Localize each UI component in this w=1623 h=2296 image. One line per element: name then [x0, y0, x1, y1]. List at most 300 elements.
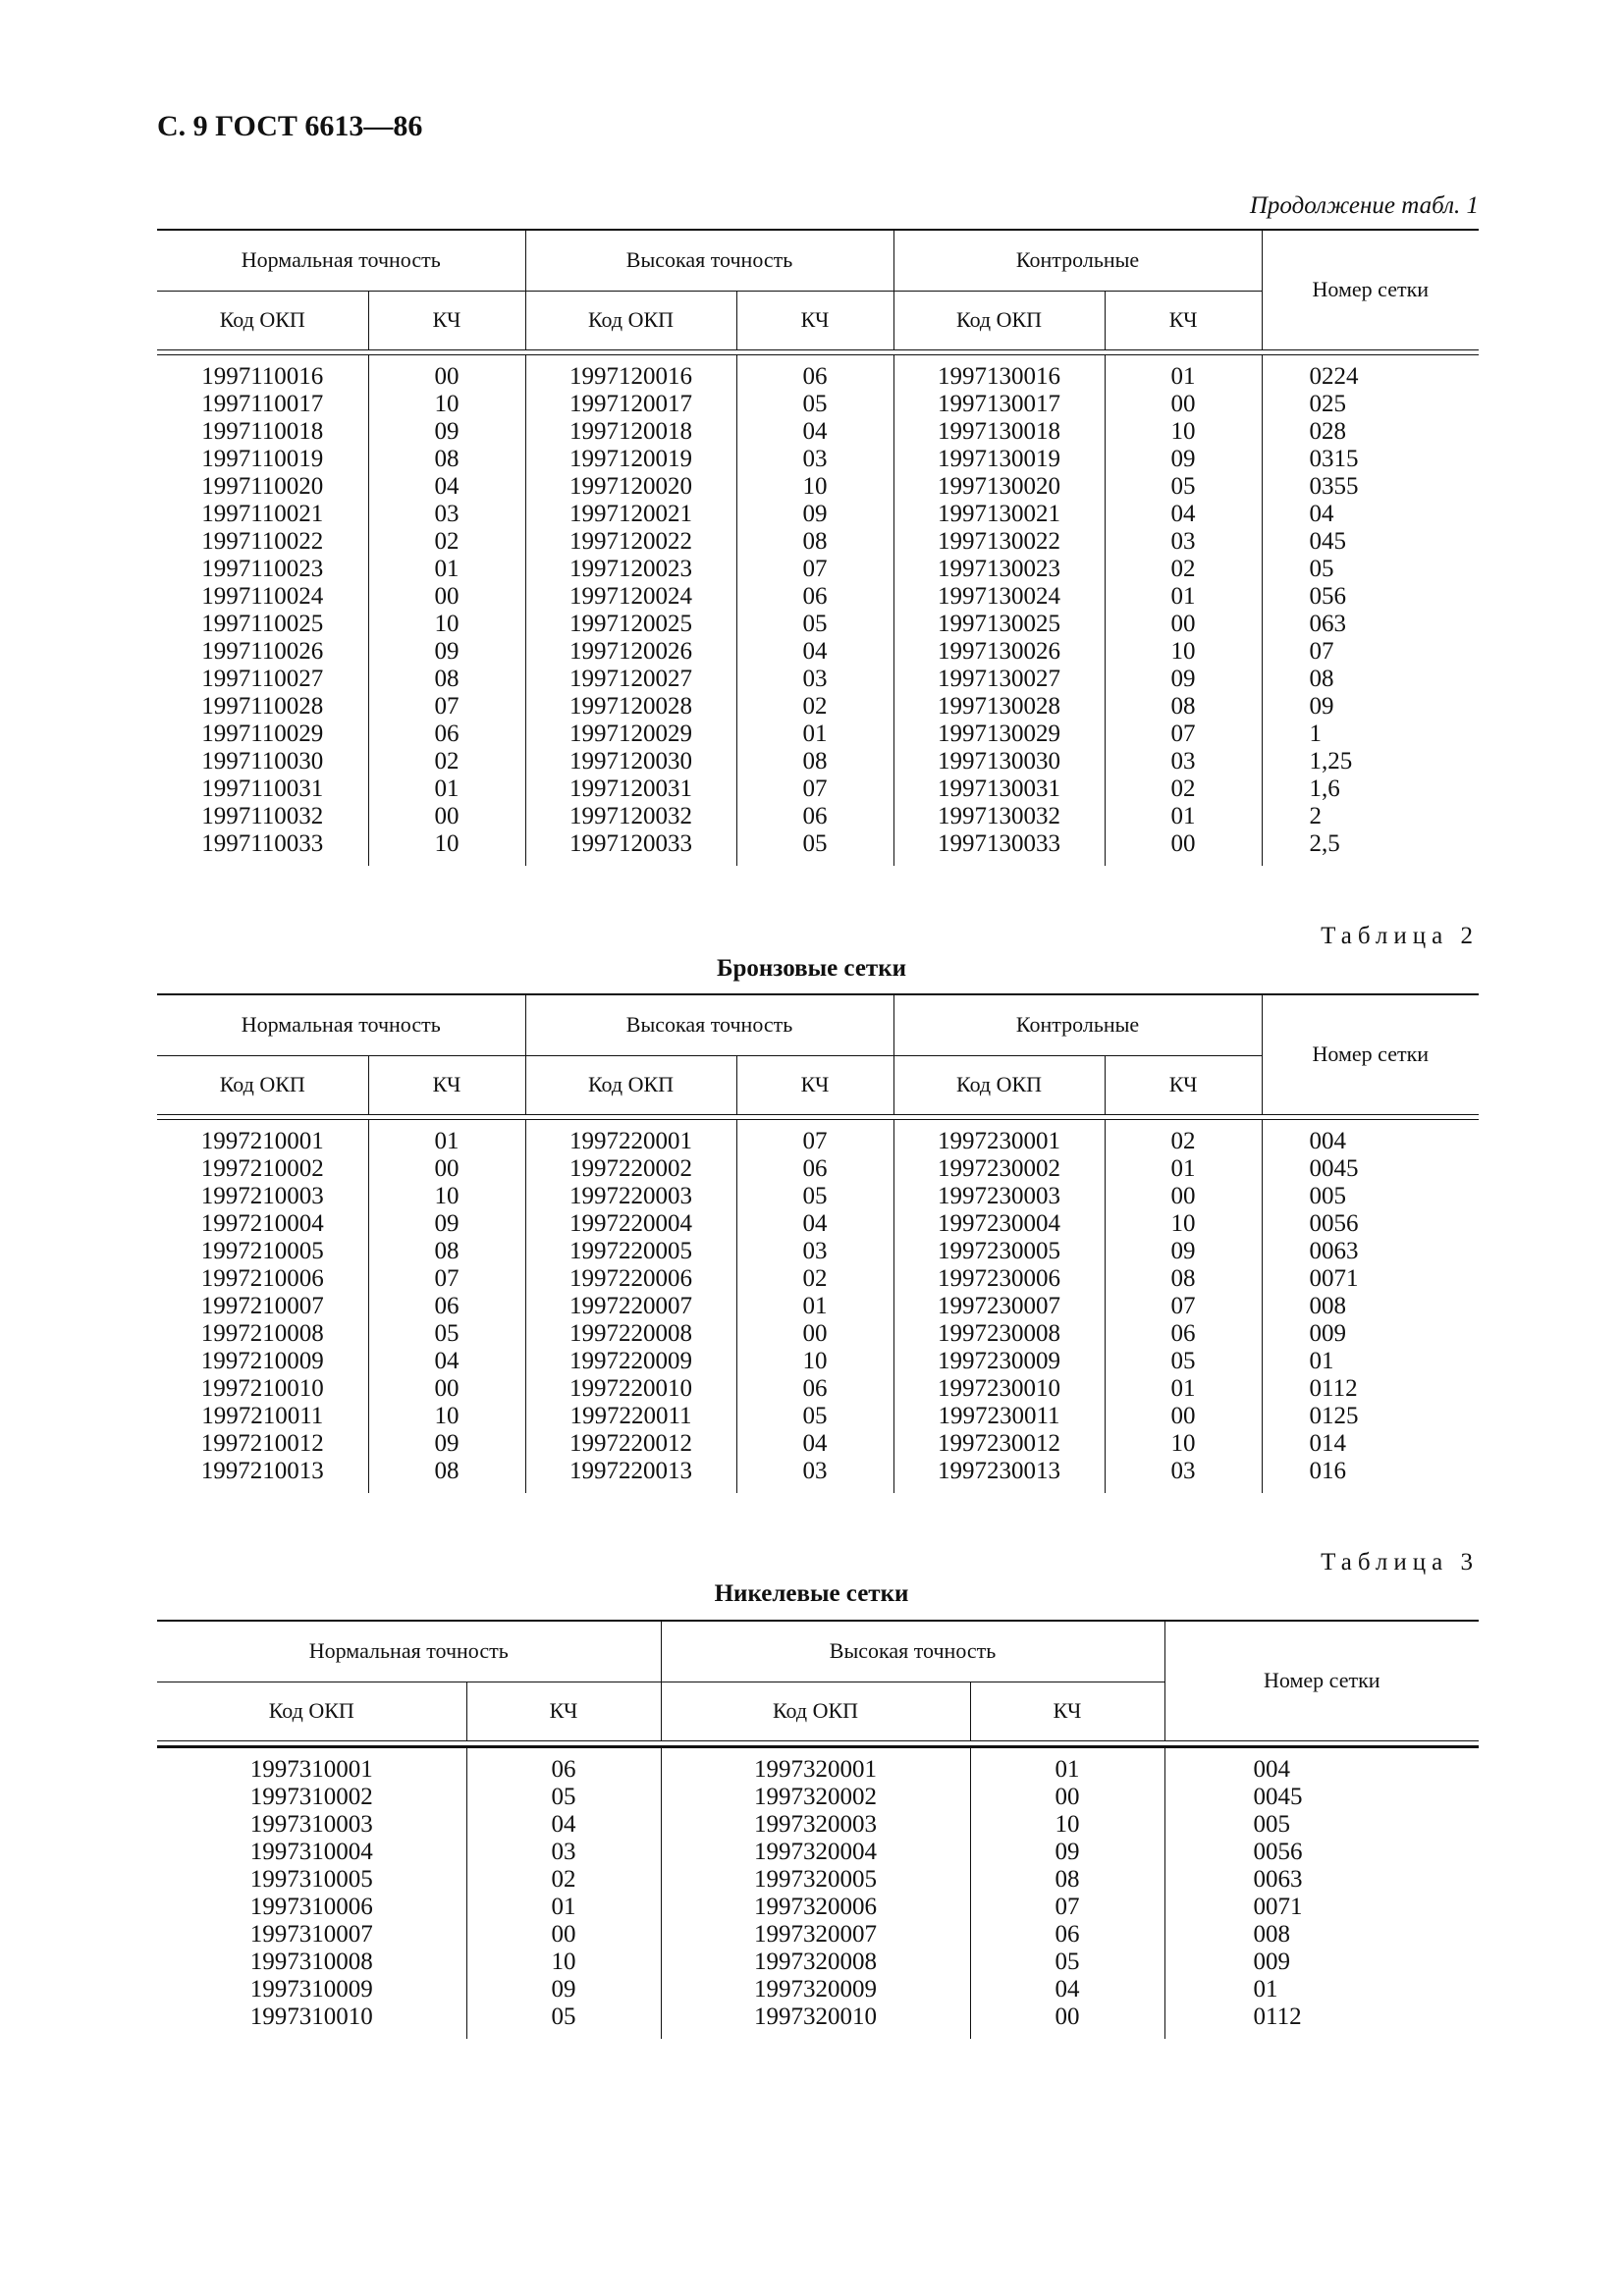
code-okp-cell: 1997310007	[249, 1920, 373, 1948]
code-okp-cell: 1997310004	[249, 1838, 373, 1865]
kch-cell: 09	[368, 638, 525, 666]
code-okp-cell: 1997220010	[525, 1375, 736, 1403]
code-okp-cell: 1997130026	[893, 638, 1105, 666]
code-okp-cell: 1997310006	[249, 1893, 373, 1920]
mesh-number-cell: 004	[1262, 1119, 1479, 1155]
header-kch: КЧ	[970, 1682, 1164, 1740]
code-okp-cell: 1997230007	[893, 1293, 1105, 1320]
code-okp-cell: 1997210010	[200, 1374, 324, 1402]
mesh-number-cell: 0071	[1262, 1265, 1479, 1293]
table2-title: Бронзовые сетки	[716, 955, 907, 982]
header-normal-precision: Нормальная точность	[157, 994, 525, 1055]
kch-cell: 01	[970, 1746, 1164, 1784]
code-okp-cell: 1997110020	[201, 472, 324, 500]
kch-cell: 10	[1105, 1210, 1262, 1238]
code-okp-cell: 1997130033	[893, 830, 1105, 858]
mesh-number-cell: 2	[1262, 803, 1479, 830]
code-okp-cell: 1997130028	[893, 693, 1105, 721]
mesh-number-cell: 0063	[1164, 1866, 1479, 1894]
kch-cell: 08	[368, 446, 525, 473]
table-row	[157, 1949, 1479, 1976]
kch-cell: 07	[368, 1265, 525, 1293]
kch-cell: 00	[368, 354, 525, 391]
kch-cell: 10	[368, 391, 525, 418]
kch-cell: 08	[736, 528, 893, 556]
mesh-number-cell: 005	[1164, 1811, 1479, 1839]
code-okp-cell: 1997220011	[525, 1403, 736, 1430]
table-row	[157, 1183, 1479, 1210]
mesh-number-cell: 0355	[1262, 473, 1479, 501]
kch-cell: 01	[1105, 1375, 1262, 1403]
kch-cell: 04	[368, 473, 525, 501]
code-okp-cell: 1997130016	[893, 354, 1105, 391]
code-okp-cell: 1997130030	[893, 748, 1105, 775]
kch-cell: 06	[736, 1375, 893, 1403]
code-okp-cell: 1997120026	[525, 638, 736, 666]
kch-cell: 00	[1105, 611, 1262, 638]
code-okp-cell: 1997210006	[200, 1264, 324, 1292]
kch-cell: 02	[368, 748, 525, 775]
table-row	[157, 583, 1479, 611]
table3	[157, 1620, 1479, 2039]
code-okp-cell: 1997230013	[893, 1458, 1105, 1485]
mesh-number-cell: 09	[1262, 693, 1479, 721]
header-control: Контрольные	[893, 994, 1262, 1055]
table2-caption: Таблица 2	[1321, 923, 1479, 949]
code-okp-cell: 1997110027	[201, 665, 324, 692]
kch-cell: 01	[466, 1894, 661, 1921]
table-row	[157, 721, 1479, 748]
code-okp-cell: 1997110019	[201, 445, 324, 472]
code-okp-cell: 1997130019	[893, 446, 1105, 473]
header-code-okp: Код ОКП	[893, 291, 1105, 349]
code-okp-cell: 1997320005	[661, 1866, 970, 1894]
header-code-okp: Код ОКП	[157, 1682, 466, 1740]
kch-cell: 01	[368, 1119, 525, 1155]
kch-cell: 08	[368, 666, 525, 693]
table-row	[157, 418, 1479, 446]
code-okp-cell: 1997120028	[525, 693, 736, 721]
code-okp-cell: 1997320003	[661, 1811, 970, 1839]
code-okp-cell: 1997110026	[201, 637, 324, 665]
header-code-okp: Код ОКП	[157, 291, 368, 349]
mesh-number-cell: 0056	[1262, 1210, 1479, 1238]
table-row	[157, 803, 1479, 830]
code-okp-cell: 1997120030	[525, 748, 736, 775]
kch-cell: 03	[1105, 528, 1262, 556]
header-mesh-number: Номер сетки	[1262, 230, 1479, 349]
header-high-precision: Высокая точность	[525, 994, 893, 1055]
table-row	[157, 611, 1479, 638]
code-okp-cell: 1997210011	[201, 1402, 324, 1429]
table-row	[157, 1866, 1479, 1894]
header-kch: КЧ	[736, 291, 893, 349]
mesh-number-cell: 05	[1262, 556, 1479, 583]
mesh-number-cell: 1	[1262, 721, 1479, 748]
table-row	[157, 1746, 1479, 1784]
table-row	[157, 2003, 1479, 2031]
kch-cell: 09	[368, 1430, 525, 1458]
header-mesh-number: Номер сетки	[1262, 994, 1479, 1114]
kch-cell: 07	[970, 1894, 1164, 1921]
table3-title: Никелевые сетки	[714, 1580, 909, 1607]
kch-cell: 09	[1105, 446, 1262, 473]
kch-cell: 10	[1105, 418, 1262, 446]
kch-cell: 07	[1105, 721, 1262, 748]
table1	[157, 229, 1479, 866]
code-okp-cell: 1997110021	[201, 500, 324, 527]
mesh-number-cell: 1,6	[1262, 775, 1479, 803]
kch-cell: 03	[736, 1238, 893, 1265]
table-row	[157, 1375, 1479, 1403]
mesh-number-cell: 1,25	[1262, 748, 1479, 775]
kch-cell: 06	[736, 803, 893, 830]
mesh-number-cell: 0224	[1262, 354, 1479, 391]
kch-cell: 03	[1105, 1458, 1262, 1485]
code-okp-cell: 1997210002	[200, 1154, 324, 1182]
kch-cell: 05	[1105, 473, 1262, 501]
kch-cell: 04	[736, 1210, 893, 1238]
kch-cell: 00	[368, 803, 525, 830]
header-code-okp: Код ОКП	[893, 1055, 1105, 1114]
mesh-number-cell: 08	[1262, 666, 1479, 693]
kch-cell: 10	[368, 830, 525, 858]
kch-cell: 00	[368, 1375, 525, 1403]
header-mesh-number: Номер сетки	[1164, 1621, 1479, 1740]
table-row	[157, 446, 1479, 473]
kch-cell: 03	[466, 1839, 661, 1866]
mesh-number-cell: 0045	[1164, 1784, 1479, 1811]
kch-cell: 04	[736, 638, 893, 666]
kch-cell: 05	[970, 1949, 1164, 1976]
code-okp-cell: 1997210003	[200, 1182, 324, 1209]
code-okp-cell: 1997130024	[893, 583, 1105, 611]
code-okp-cell: 1997210009	[200, 1347, 324, 1374]
table-row	[157, 1458, 1479, 1485]
header-code-okp: Код ОКП	[525, 1055, 736, 1114]
header-kch: КЧ	[368, 1055, 525, 1114]
header-control: Контрольные	[893, 230, 1262, 291]
code-okp-cell: 1997120032	[525, 803, 736, 830]
mesh-number-cell: 0315	[1262, 446, 1479, 473]
kch-cell: 10	[736, 1348, 893, 1375]
kch-cell: 01	[1105, 1155, 1262, 1183]
code-okp-cell: 1997110022	[201, 527, 324, 555]
code-okp-cell: 1997210005	[200, 1237, 324, 1264]
table-row	[157, 638, 1479, 666]
kch-cell: 04	[970, 1976, 1164, 2003]
table-row	[157, 775, 1479, 803]
kch-cell: 00	[970, 1784, 1164, 1811]
code-okp-cell: 1997220004	[525, 1210, 736, 1238]
mesh-number-cell: 008	[1262, 1293, 1479, 1320]
code-okp-cell: 1997310001	[249, 1755, 373, 1783]
mesh-number-cell: 01	[1164, 1976, 1479, 2003]
kch-cell: 09	[970, 1839, 1164, 1866]
kch-cell: 04	[368, 1348, 525, 1375]
code-okp-cell: 1997230002	[893, 1155, 1105, 1183]
code-okp-cell: 1997120021	[525, 501, 736, 528]
kch-cell: 09	[466, 1976, 661, 2003]
kch-cell: 10	[1105, 1430, 1262, 1458]
code-okp-cell: 1997210012	[200, 1429, 324, 1457]
kch-cell: 02	[1105, 775, 1262, 803]
kch-cell: 09	[368, 418, 525, 446]
code-okp-cell: 1997130023	[893, 556, 1105, 583]
code-okp-cell: 1997110025	[201, 610, 324, 637]
kch-cell: 05	[368, 1320, 525, 1348]
header-normal-precision: Нормальная точность	[157, 230, 525, 291]
kch-cell: 00	[368, 583, 525, 611]
mesh-number-cell: 008	[1164, 1921, 1479, 1949]
kch-cell: 00	[368, 1155, 525, 1183]
header-kch: КЧ	[1105, 1055, 1262, 1114]
mesh-number-cell: 009	[1262, 1320, 1479, 1348]
kch-cell: 06	[736, 1155, 893, 1183]
code-okp-cell: 1997120017	[525, 391, 736, 418]
table-row	[157, 1210, 1479, 1238]
table2	[157, 993, 1479, 1493]
kch-cell: 06	[368, 721, 525, 748]
code-okp-cell: 1997220013	[525, 1458, 736, 1485]
kch-cell: 01	[1105, 803, 1262, 830]
code-okp-cell: 1997220002	[525, 1155, 736, 1183]
kch-cell: 05	[736, 830, 893, 858]
kch-cell: 08	[1105, 1265, 1262, 1293]
mesh-number-cell: 063	[1262, 611, 1479, 638]
kch-cell: 08	[368, 1238, 525, 1265]
code-okp-cell: 1997220001	[525, 1119, 736, 1155]
kch-cell: 02	[1105, 1119, 1262, 1155]
code-okp-cell: 1997310008	[249, 1948, 373, 1975]
kch-cell: 05	[1105, 1348, 1262, 1375]
table2-body	[157, 1119, 1479, 1493]
table-row	[157, 556, 1479, 583]
table-row	[157, 666, 1479, 693]
kch-cell: 02	[736, 1265, 893, 1293]
kch-cell: 00	[466, 1921, 661, 1949]
code-okp-cell: 1997320010	[661, 2003, 970, 2031]
mesh-number-cell: 0063	[1262, 1238, 1479, 1265]
code-okp-cell: 1997130025	[893, 611, 1105, 638]
code-okp-cell: 1997230001	[893, 1119, 1105, 1155]
mesh-number-cell: 025	[1262, 391, 1479, 418]
mesh-number-cell: 056	[1262, 583, 1479, 611]
code-okp-cell: 1997120023	[525, 556, 736, 583]
mesh-number-cell: 005	[1262, 1183, 1479, 1210]
code-okp-cell: 1997130017	[893, 391, 1105, 418]
kch-cell: 04	[736, 418, 893, 446]
table-row	[157, 1155, 1479, 1183]
table1-caption: Продолжение табл. 1	[1249, 192, 1479, 219]
table-row	[157, 354, 1479, 391]
code-okp-cell: 1997110024	[201, 582, 324, 610]
kch-cell: 05	[466, 1784, 661, 1811]
code-okp-cell: 1997210004	[200, 1209, 324, 1237]
table-row	[157, 1320, 1479, 1348]
code-okp-cell: 1997220009	[525, 1348, 736, 1375]
table-row	[157, 1265, 1479, 1293]
kch-cell: 09	[1105, 666, 1262, 693]
code-okp-cell: 1997110031	[201, 774, 324, 802]
header-kch: КЧ	[368, 291, 525, 349]
kch-cell: 06	[970, 1921, 1164, 1949]
code-okp-cell: 1997110033	[201, 829, 324, 857]
kch-cell: 02	[368, 528, 525, 556]
kch-cell: 10	[466, 1949, 661, 1976]
kch-cell: 01	[368, 775, 525, 803]
kch-cell: 10	[368, 1183, 525, 1210]
mesh-number-cell: 004	[1164, 1746, 1479, 1784]
table-row	[157, 1293, 1479, 1320]
kch-cell: 00	[970, 2003, 1164, 2031]
kch-cell: 05	[736, 1403, 893, 1430]
table-row	[157, 1921, 1479, 1949]
code-okp-cell: 1997230006	[893, 1265, 1105, 1293]
code-okp-cell: 1997320006	[661, 1894, 970, 1921]
kch-cell: 03	[1105, 748, 1262, 775]
mesh-number-cell: 009	[1164, 1949, 1479, 1976]
header-kch: КЧ	[466, 1682, 661, 1740]
kch-cell: 00	[1105, 1183, 1262, 1210]
kch-cell: 06	[1105, 1320, 1262, 1348]
code-okp-cell: 1997310010	[249, 2002, 373, 2030]
table-row	[157, 1430, 1479, 1458]
header-code-okp: Код ОКП	[525, 291, 736, 349]
table-row	[157, 1976, 1479, 2003]
kch-cell: 10	[368, 611, 525, 638]
code-okp-cell: 1997230008	[893, 1320, 1105, 1348]
code-okp-cell: 1997110029	[201, 720, 324, 747]
kch-cell: 00	[1105, 391, 1262, 418]
kch-cell: 00	[736, 1320, 893, 1348]
kch-cell: 03	[368, 501, 525, 528]
code-okp-cell: 1997320004	[661, 1839, 970, 1866]
mesh-number-cell: 01	[1262, 1348, 1479, 1375]
table-row	[157, 1839, 1479, 1866]
mesh-number-cell: 016	[1262, 1458, 1479, 1485]
table-row	[157, 1119, 1479, 1155]
kch-cell: 01	[736, 721, 893, 748]
code-okp-cell: 1997110018	[201, 417, 324, 445]
mesh-number-cell: 07	[1262, 638, 1479, 666]
kch-cell: 08	[970, 1866, 1164, 1894]
code-okp-cell: 1997130027	[893, 666, 1105, 693]
kch-cell: 01	[1105, 583, 1262, 611]
kch-cell: 02	[736, 693, 893, 721]
code-okp-cell: 1997230005	[893, 1238, 1105, 1265]
code-okp-cell: 1997210001	[200, 1127, 324, 1154]
table-row	[157, 528, 1479, 556]
header-high-precision: Высокая точность	[525, 230, 893, 291]
kch-cell: 05	[466, 2003, 661, 2031]
code-okp-cell: 1997320008	[661, 1949, 970, 1976]
kch-cell: 00	[1105, 830, 1262, 858]
kch-cell: 08	[1105, 693, 1262, 721]
kch-cell: 09	[368, 1210, 525, 1238]
kch-cell: 01	[736, 1293, 893, 1320]
code-okp-cell: 1997120020	[525, 473, 736, 501]
mesh-number-cell: 0056	[1164, 1839, 1479, 1866]
code-okp-cell: 1997320002	[661, 1784, 970, 1811]
mesh-number-cell: 028	[1262, 418, 1479, 446]
mesh-number-cell: 045	[1262, 528, 1479, 556]
mesh-number-cell: 2,5	[1262, 830, 1479, 858]
kch-cell: 10	[970, 1811, 1164, 1839]
kch-cell: 07	[736, 775, 893, 803]
code-okp-cell: 1997120019	[525, 446, 736, 473]
table-row	[157, 1784, 1479, 1811]
kch-cell: 06	[736, 583, 893, 611]
code-okp-cell: 1997120024	[525, 583, 736, 611]
code-okp-cell: 1997220012	[525, 1430, 736, 1458]
mesh-number-cell: 0045	[1262, 1155, 1479, 1183]
kch-cell: 06	[368, 1293, 525, 1320]
table-row	[157, 473, 1479, 501]
kch-cell: 08	[736, 748, 893, 775]
kch-cell: 09	[1105, 1238, 1262, 1265]
code-okp-cell: 1997220006	[525, 1265, 736, 1293]
code-okp-cell: 1997320007	[661, 1921, 970, 1949]
code-okp-cell: 1997220008	[525, 1320, 736, 1348]
code-okp-cell: 1997310003	[249, 1810, 373, 1838]
table3-body	[157, 1746, 1479, 2039]
mesh-number-cell: 014	[1262, 1430, 1479, 1458]
header-code-okp: Код ОКП	[157, 1055, 368, 1114]
code-okp-cell: 1997210013	[200, 1457, 324, 1484]
code-okp-cell: 1997230011	[893, 1403, 1105, 1430]
table-row	[157, 1238, 1479, 1265]
code-okp-cell: 1997310009	[249, 1975, 373, 2002]
kch-cell: 01	[368, 556, 525, 583]
mesh-number-cell: 0071	[1164, 1894, 1479, 1921]
code-okp-cell: 1997230004	[893, 1210, 1105, 1238]
code-okp-cell: 1997230009	[893, 1348, 1105, 1375]
kch-cell: 03	[736, 666, 893, 693]
kch-cell: 05	[736, 391, 893, 418]
code-okp-cell: 1997320001	[661, 1746, 970, 1784]
kch-cell: 05	[736, 611, 893, 638]
kch-cell: 04	[466, 1811, 661, 1839]
table3-caption: Таблица 3	[1321, 1549, 1479, 1575]
code-okp-cell: 1997230012	[893, 1430, 1105, 1458]
code-okp-cell: 1997130022	[893, 528, 1105, 556]
kch-cell: 07	[368, 693, 525, 721]
code-okp-cell: 1997130021	[893, 501, 1105, 528]
code-okp-cell: 1997130020	[893, 473, 1105, 501]
table-row	[157, 1348, 1479, 1375]
kch-cell: 06	[466, 1746, 661, 1784]
code-okp-cell: 1997130032	[893, 803, 1105, 830]
code-okp-cell: 1997120031	[525, 775, 736, 803]
code-okp-cell: 1997130029	[893, 721, 1105, 748]
code-okp-cell: 1997110032	[201, 802, 324, 829]
page-header: С. 9 ГОСТ 6613—86	[157, 110, 423, 142]
kch-cell: 03	[736, 1458, 893, 1485]
kch-cell: 07	[1105, 1293, 1262, 1320]
code-okp-cell: 1997110017	[201, 390, 324, 417]
kch-cell: 10	[1105, 638, 1262, 666]
code-okp-cell: 1997110028	[201, 692, 324, 720]
code-okp-cell: 1997220005	[525, 1238, 736, 1265]
mesh-number-cell: 0112	[1164, 2003, 1479, 2031]
code-okp-cell: 1997210007	[200, 1292, 324, 1319]
kch-cell: 04	[736, 1430, 893, 1458]
table-row	[157, 830, 1479, 858]
mesh-number-cell: 0125	[1262, 1403, 1479, 1430]
table-row	[157, 748, 1479, 775]
code-okp-cell: 1997230003	[893, 1183, 1105, 1210]
